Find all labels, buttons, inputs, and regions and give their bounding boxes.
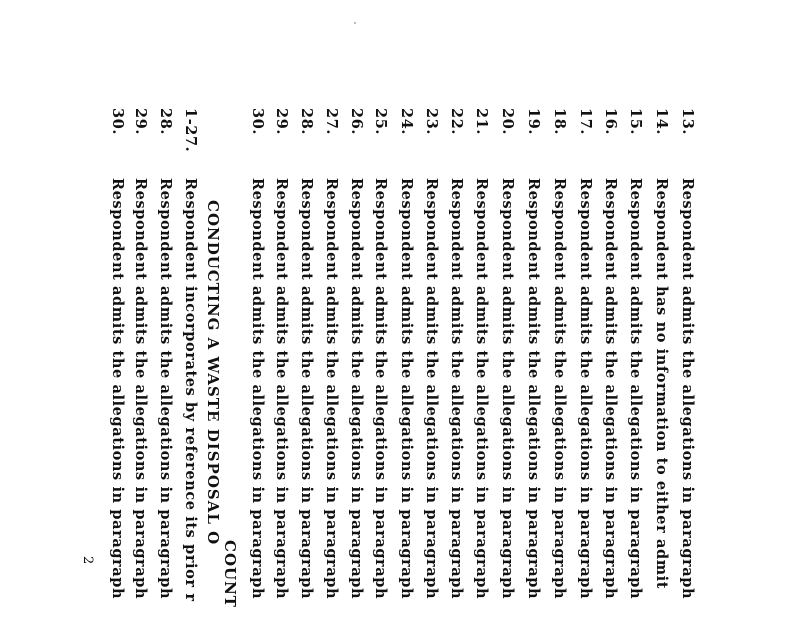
answer-number: 30.	[109, 108, 126, 136]
answer-text: Respondent admits the allegations in paragraph	[602, 178, 619, 600]
answer-text: Respondent admits the allegations in paragraph	[273, 178, 290, 600]
answer-text: Respondent admits the allegations in paragraph	[551, 178, 568, 600]
answer-number: 26.	[348, 108, 365, 136]
answer-number: 21.	[473, 108, 490, 136]
answer-text: Respondent admits the allegations in paragraph	[679, 178, 696, 600]
answer-text: Respondent admits the allegations in paragraph	[423, 178, 440, 600]
answer-number: 28.	[298, 108, 315, 136]
answer-number: 16.	[602, 108, 619, 136]
answer-number: 30.	[249, 108, 266, 136]
answer-number: 22.	[448, 108, 465, 136]
answer-number: 17.	[577, 108, 594, 136]
answer-text: Respondent admits the allegations in paragraph	[132, 178, 149, 600]
answer-text: Respondent admits the allegations in paragraph	[525, 178, 542, 600]
answer-text: Respondent admits the allegations in paragraph	[577, 178, 594, 600]
count-subtitle: CONDUCTING A WASTE DISPOSAL O	[204, 200, 222, 546]
answer-text: Respondent admits the allegations in paragraph	[448, 178, 465, 600]
answer-number: 19.	[525, 108, 542, 136]
answer-number: 27.	[323, 108, 340, 136]
answer-text: Respondent admits the allegations in paragraph	[348, 178, 365, 600]
answer-text: Respondent admits the allegations in paragraph	[473, 178, 490, 600]
scan-speck	[354, 22, 356, 24]
answer-text: Respondent admits the allegations in paragraph	[109, 178, 126, 600]
answer-text: Respondent admits the allegations in paragraph	[323, 178, 340, 600]
answer-number: 29.	[132, 108, 149, 136]
answer-text: Respondent admits the allegations in paragraph	[499, 178, 516, 600]
answer-number: 25.	[372, 108, 389, 136]
answer-number: 20.	[499, 108, 516, 136]
answer-text: Respondent admits the allegations in paragraph	[249, 178, 266, 600]
page-number: 2	[80, 556, 95, 565]
answer-text: Respondent admits the allegations in paragraph	[627, 178, 644, 600]
answer-number: 1-27.	[182, 108, 199, 153]
answer-number: 14.	[653, 108, 670, 136]
answer-text: Respondent has no information to either admit	[653, 178, 670, 590]
answer-text: Respondent admits the allegations in paragraph	[157, 178, 174, 600]
answer-text: Respondent admits the allegations in paragraph	[372, 178, 389, 600]
answer-text: Respondent admits the allegations in paragraph	[398, 178, 415, 600]
answer-number: 13.	[679, 108, 696, 136]
answer-number: 24.	[398, 108, 415, 136]
answer-number: 23.	[423, 108, 440, 136]
answer-text: Respondent incorporates by reference its prior r	[182, 178, 199, 602]
answer-number: 29.	[273, 108, 290, 136]
count-title: COUNT	[221, 540, 239, 608]
answer-number: 15.	[627, 108, 644, 136]
answer-number: 18.	[551, 108, 568, 136]
answer-text: Respondent admits the allegations in paragraph	[298, 178, 315, 600]
answer-number: 28.	[157, 108, 174, 136]
